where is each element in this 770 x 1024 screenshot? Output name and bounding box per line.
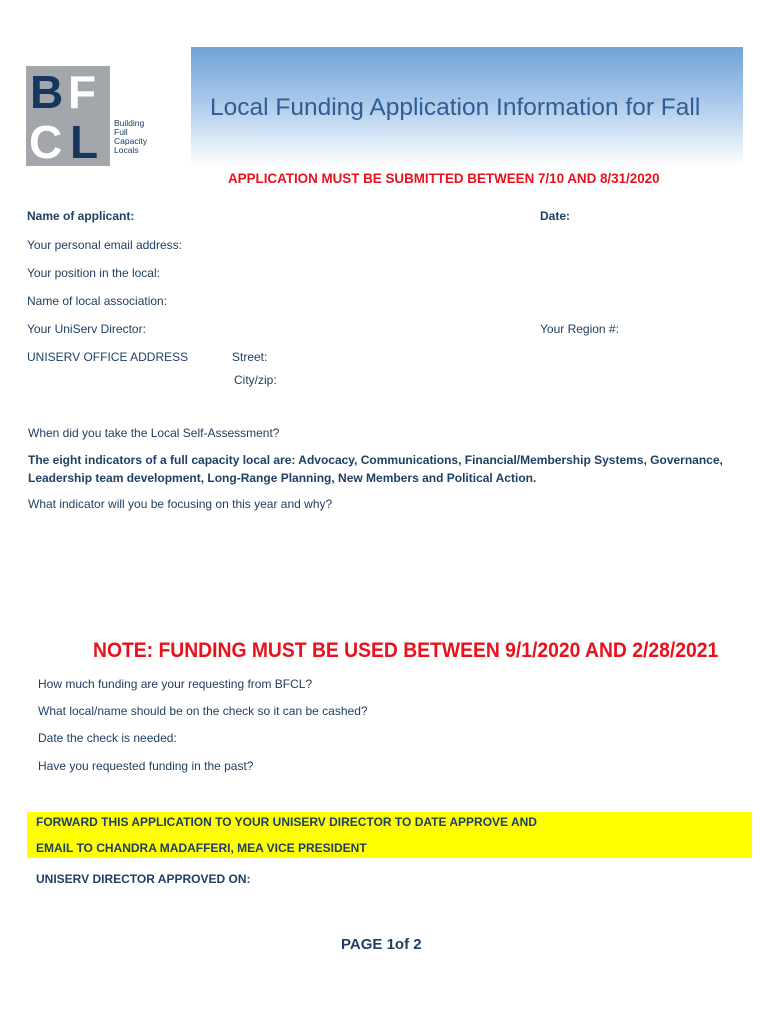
applicant-name-label: Name of applicant: <box>27 209 135 223</box>
funding-amount-question: How much funding are your requesting from BFCL? <box>38 677 313 691</box>
past-funding-question: Have you requested funding in the past? <box>38 759 254 773</box>
position-label: Your position in the local: <box>27 266 160 280</box>
region-label: Your Region #: <box>540 322 619 336</box>
svg-text:C: C <box>29 116 63 166</box>
submission-deadline: APPLICATION MUST BE SUBMITTED BETWEEN 7/10 AND 8/31/2020 <box>228 171 660 186</box>
logo-line2: Full <box>114 127 128 137</box>
local-association-label: Name of local association: <box>27 294 168 308</box>
self-assessment-question: When did you take the Local Self-Assessment? <box>28 426 280 440</box>
date-label: Date: <box>540 209 571 223</box>
logo-line3: Capacity <box>114 136 148 146</box>
svg-text:B: B <box>30 66 64 118</box>
page-title: Local Funding Application Information for Fall <box>210 94 701 121</box>
svg-text:L: L <box>70 116 99 166</box>
director-approved-label: UNISERV DIRECTOR APPROVED ON: <box>36 872 251 886</box>
forward-line1: FORWARD THIS APPLICATION TO YOUR UNISERV DIRECTOR TO DATE APPROVE AND <box>36 815 537 829</box>
office-address-label: UNISERV OFFICE ADDRESS <box>27 350 189 364</box>
bfcl-logo <box>26 66 152 166</box>
email-label: Your personal email address: <box>27 238 182 252</box>
cityzip-label: City/zip: <box>234 373 277 387</box>
svg-text:F: F <box>68 66 97 118</box>
check-name-question: What local/name should be on the check so it can be cashed? <box>38 704 368 718</box>
focus-question: What indicator will you be focusing on this year and why? <box>28 497 333 511</box>
logo-line1: Building <box>114 118 145 128</box>
indicators-paragraph: The eight indicators of a full capacity local are: Advocacy, Communications, Financial/Membership Systems, Governance, Leadership team development, Long-Range Planning, New Members and Political Action. <box>28 453 723 485</box>
forward-line2: EMAIL TO CHANDRA MADAFFERI, MEA VICE PRESIDENT <box>36 841 367 855</box>
check-date-question: Date the check is needed: <box>38 731 177 745</box>
page-number: PAGE 1of 2 <box>341 936 422 953</box>
uniserv-director-label: Your UniServ Director: <box>27 322 146 336</box>
logo-line4: Locals <box>114 145 139 155</box>
funding-note: NOTE: FUNDING MUST BE USED BETWEEN 9/1/2020 AND 2/28/2021 <box>93 639 719 662</box>
street-label: Street: <box>232 350 268 364</box>
